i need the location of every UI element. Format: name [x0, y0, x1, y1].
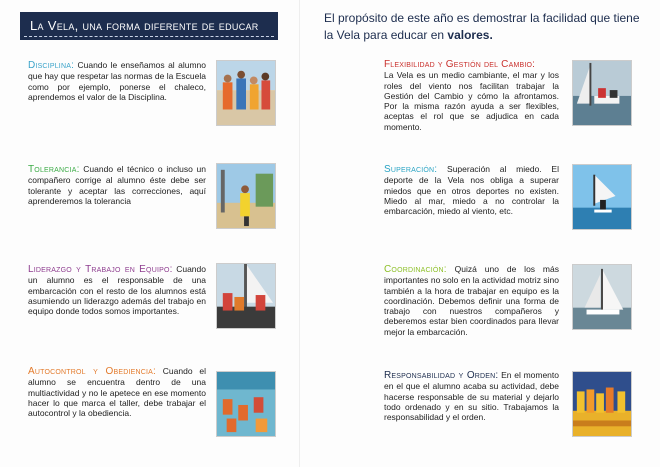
value-heading: Liderazgo y Trabajo en Equipo:: [28, 264, 173, 275]
page-title: La Vela, una forma diferente de educar: [20, 12, 278, 40]
value-block-responsabilidad: [384, 370, 559, 422]
value-body: En el momento en el que el alumno acaba su actividad, debe hacerse responsable de su material y dejarlo todo ordenado y en su sitio. Trabajamos la responsabilidad y el orden.: [384, 370, 560, 423]
value-heading: Responsabilidad y Orden:: [384, 370, 499, 381]
value-heading: Superación:: [384, 164, 438, 175]
value-block-superacion: [384, 164, 559, 216]
page-fold-divider: [299, 0, 300, 467]
intro-emphasis: valores.: [447, 28, 493, 42]
value-body: Quizá uno de los más importantes no solo en la actividad motriz sino también a la hora de trabajar en equipo es la coordinación. Debemos definir una forma de trabajo con nuestros compañeros y deberemos estar bien coordinados para llevar mejor la embarcación.: [384, 264, 559, 337]
value-block-liderazgo: [28, 264, 206, 316]
value-block-disciplina: [28, 60, 206, 102]
value-body: Superación al miedo. El deporte de la Vela nos obliga a superar miedos que en otros deportes no existen. Miedo al mar, miedo a no controlar la embarcación, miedo al viento, etc.: [384, 164, 559, 217]
sailors-hiking-out-photo: [572, 60, 632, 126]
value-body: Cuando un alumno es el responsable de una embarcación con el resto de los alumnos está asumiendo un liderazgo además del trabajo en equipo donde todos somos importantes.: [28, 264, 206, 317]
value-block-tolerancia: [28, 164, 206, 206]
value-block-coordinacion: [384, 264, 559, 337]
value-heading: Autocontrol y Obediencia:: [28, 366, 156, 377]
value-heading: Coordinación:: [384, 264, 447, 275]
children-in-life-jackets-photo: [216, 60, 276, 126]
value-body: La Vela es un medio cambiante, el mar y los roles del viento nos facilitan trabajar la Gestión del Cambio y cómo la afrontamos. Por la misma razón ayuda a ser flexibles, aceptas el rol que se adjudica en cada momento.: [384, 70, 559, 132]
intro-paragraph: [324, 10, 642, 44]
value-heading: Flexibilidad y Gestión del Cambio:: [384, 59, 536, 70]
small-dinghy-sailing-photo: [572, 264, 632, 330]
value-block-flexibilidad: [384, 60, 559, 132]
crew-on-sailboat-photo: [216, 263, 276, 329]
value-block-autocontrol: [28, 366, 206, 418]
value-heading: Tolerancia:: [28, 164, 80, 175]
instructor-on-beach-photo: [216, 163, 276, 229]
intro-text: El propósito de este año es demostrar la facilidad que tiene la Vela para educar en: [324, 11, 640, 42]
value-heading: Disciplina:: [28, 60, 75, 71]
value-body: Cuando el técnico o incluso un compañero corrige al alumno éste debe ser tolerante y aceptar las correcciones, aquí aprenderemos la tolerancia: [28, 164, 206, 206]
kids-in-pool-photo: [216, 371, 276, 437]
windsurfer-jumping-photo: [572, 164, 632, 230]
value-body: Cuando el alumno se encuentra dentro de una multiactividad y no le apetece en ese momento hacer lo que marca el taller, debe trabajar el autocontrol y la obediencia.: [28, 366, 206, 419]
group-with-kayaks-photo: [572, 371, 632, 437]
value-body: Cuando le enseñamos al alumno que hay que respetar las normas de la Escuela como por ejemplo, ponerse el chaleco, aprendemos el valor de la Disciplina.: [28, 60, 206, 102]
